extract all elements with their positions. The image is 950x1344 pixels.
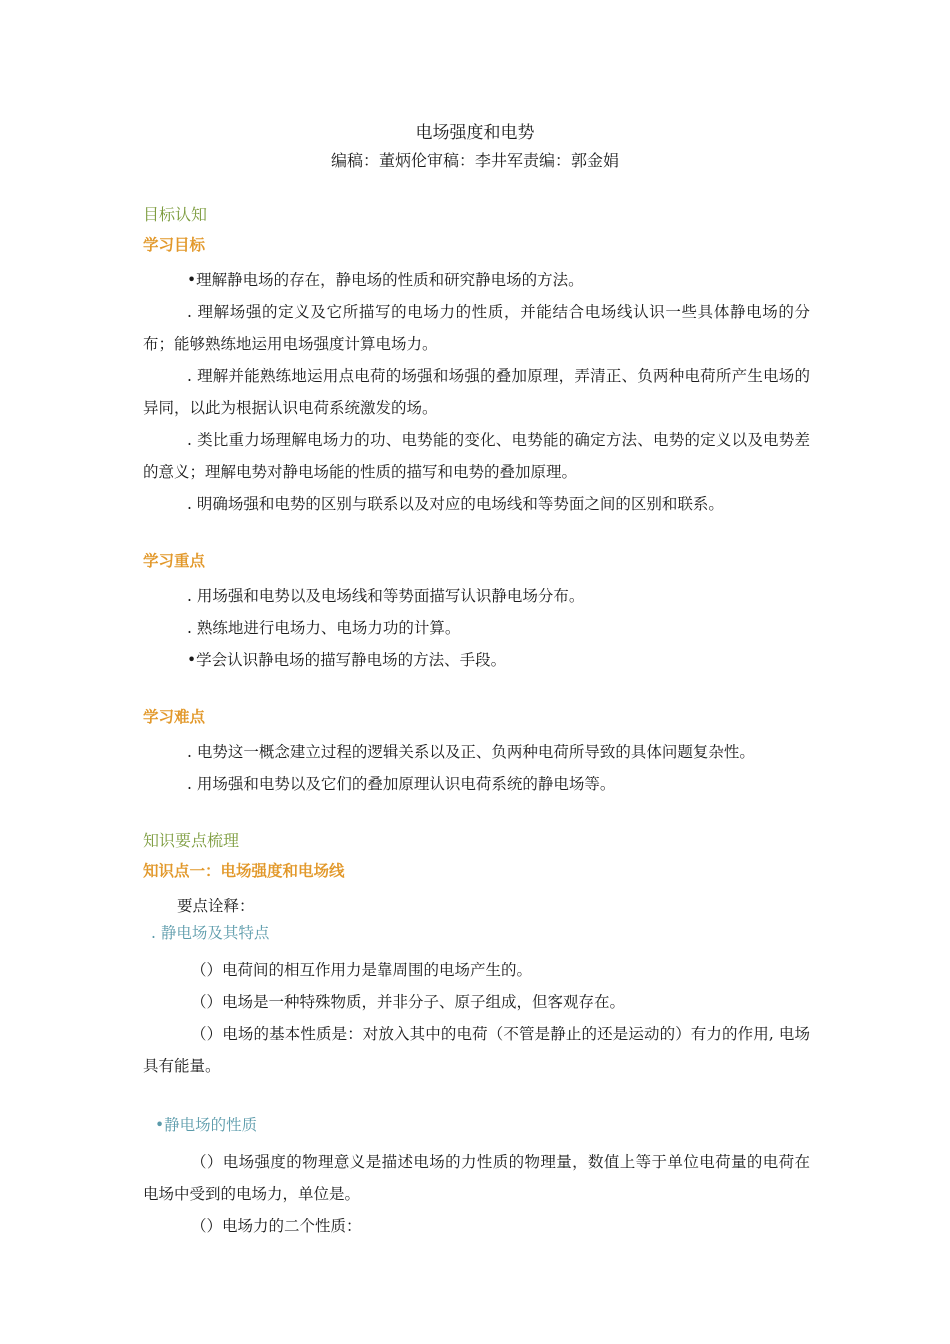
objective-item: •理解静电场的存在，静电场的性质和研究静电场的方法。	[187, 271, 584, 289]
field-property-item: （）电场强度的物理意义是描述电场的力性质的物理量，数值上等于单位电荷量的电荷在电场中受到的电场力，单位是。	[143, 1153, 810, 1203]
static-field-item: （）电场是一种特殊物质，并非分子、原子组成，但客观存在。	[191, 993, 626, 1011]
spacer	[143, 676, 810, 706]
spacer	[143, 1082, 810, 1114]
document-title: 电场强度和电势	[415, 123, 535, 143]
field-property-item: （）电场力的二个性质：	[191, 1217, 362, 1235]
static-field-item: （）电场的基本性质是：对放入其中的电荷（不管是静止的还是运动的）有力的作用, 电场具有能量。	[143, 1025, 810, 1075]
difficulty-item: . 电势这一概念建立过程的逻辑关系以及正、负两种电荷所导致的具体问题复杂性。	[187, 743, 755, 761]
key-point-item: . 熟练地进行电场力、电场力功的计算。	[187, 619, 461, 637]
heading-knowledge-point-one: 知识点一：电场强度和电场线	[143, 862, 345, 880]
key-point-item: . 用场强和电势以及电场线和等势面描写认识静电场分布。	[187, 587, 585, 605]
spacer	[143, 800, 810, 830]
objective-item: . 明确场强和电势的区别与联系以及对应的电场线和等势面之间的区别和联系。	[187, 495, 724, 513]
section-heading-target: 目标认知	[143, 205, 208, 224]
heading-key-points: 学习重点	[143, 552, 206, 570]
heading-objectives: 学习目标	[143, 236, 206, 254]
spacer	[143, 520, 810, 550]
subheading-field-properties: •静电场的性质	[155, 1116, 258, 1134]
objective-item: . 类比重力场理解电场力的功、电势能的变化、电势能的确定方法、电势的定义以及电势差的意义；理解电势对静电场能的性质的描写和电势的叠加原理。	[143, 431, 810, 481]
heading-difficulties: 学习难点	[143, 708, 206, 726]
objective-item: . 理解并能熟练地运用点电荷的场强和场强的叠加原理，弄清正、负两种电荷所产生电场的异同，以此为根据认识电荷系统激发的场。	[143, 367, 810, 417]
subheading-static-field: . 静电场及其特点	[151, 924, 270, 942]
difficulty-item: . 用场强和电势以及它们的叠加原理认识电荷系统的静电场等。	[187, 775, 616, 793]
document-credits: 编稿：董炳伦审稿：李井军责编：郭金娟	[330, 151, 619, 170]
document-body	[143, 204, 810, 1242]
section-heading-knowledge: 知识要点梳理	[143, 831, 240, 850]
key-point-item: •学会认识静电场的描写静电场的方法、手段。	[187, 651, 507, 669]
explain-label: 要点诠释：	[177, 897, 255, 915]
objective-item: . 理解场强的定义及它所描写的电场力的性质，并能结合电场线认识一些具体静电场的分布；能够熟练地运用电场强度计算电场力。	[143, 303, 810, 353]
static-field-item: （）电荷间的相互作用力是靠周围的电场产生的。	[191, 961, 533, 979]
